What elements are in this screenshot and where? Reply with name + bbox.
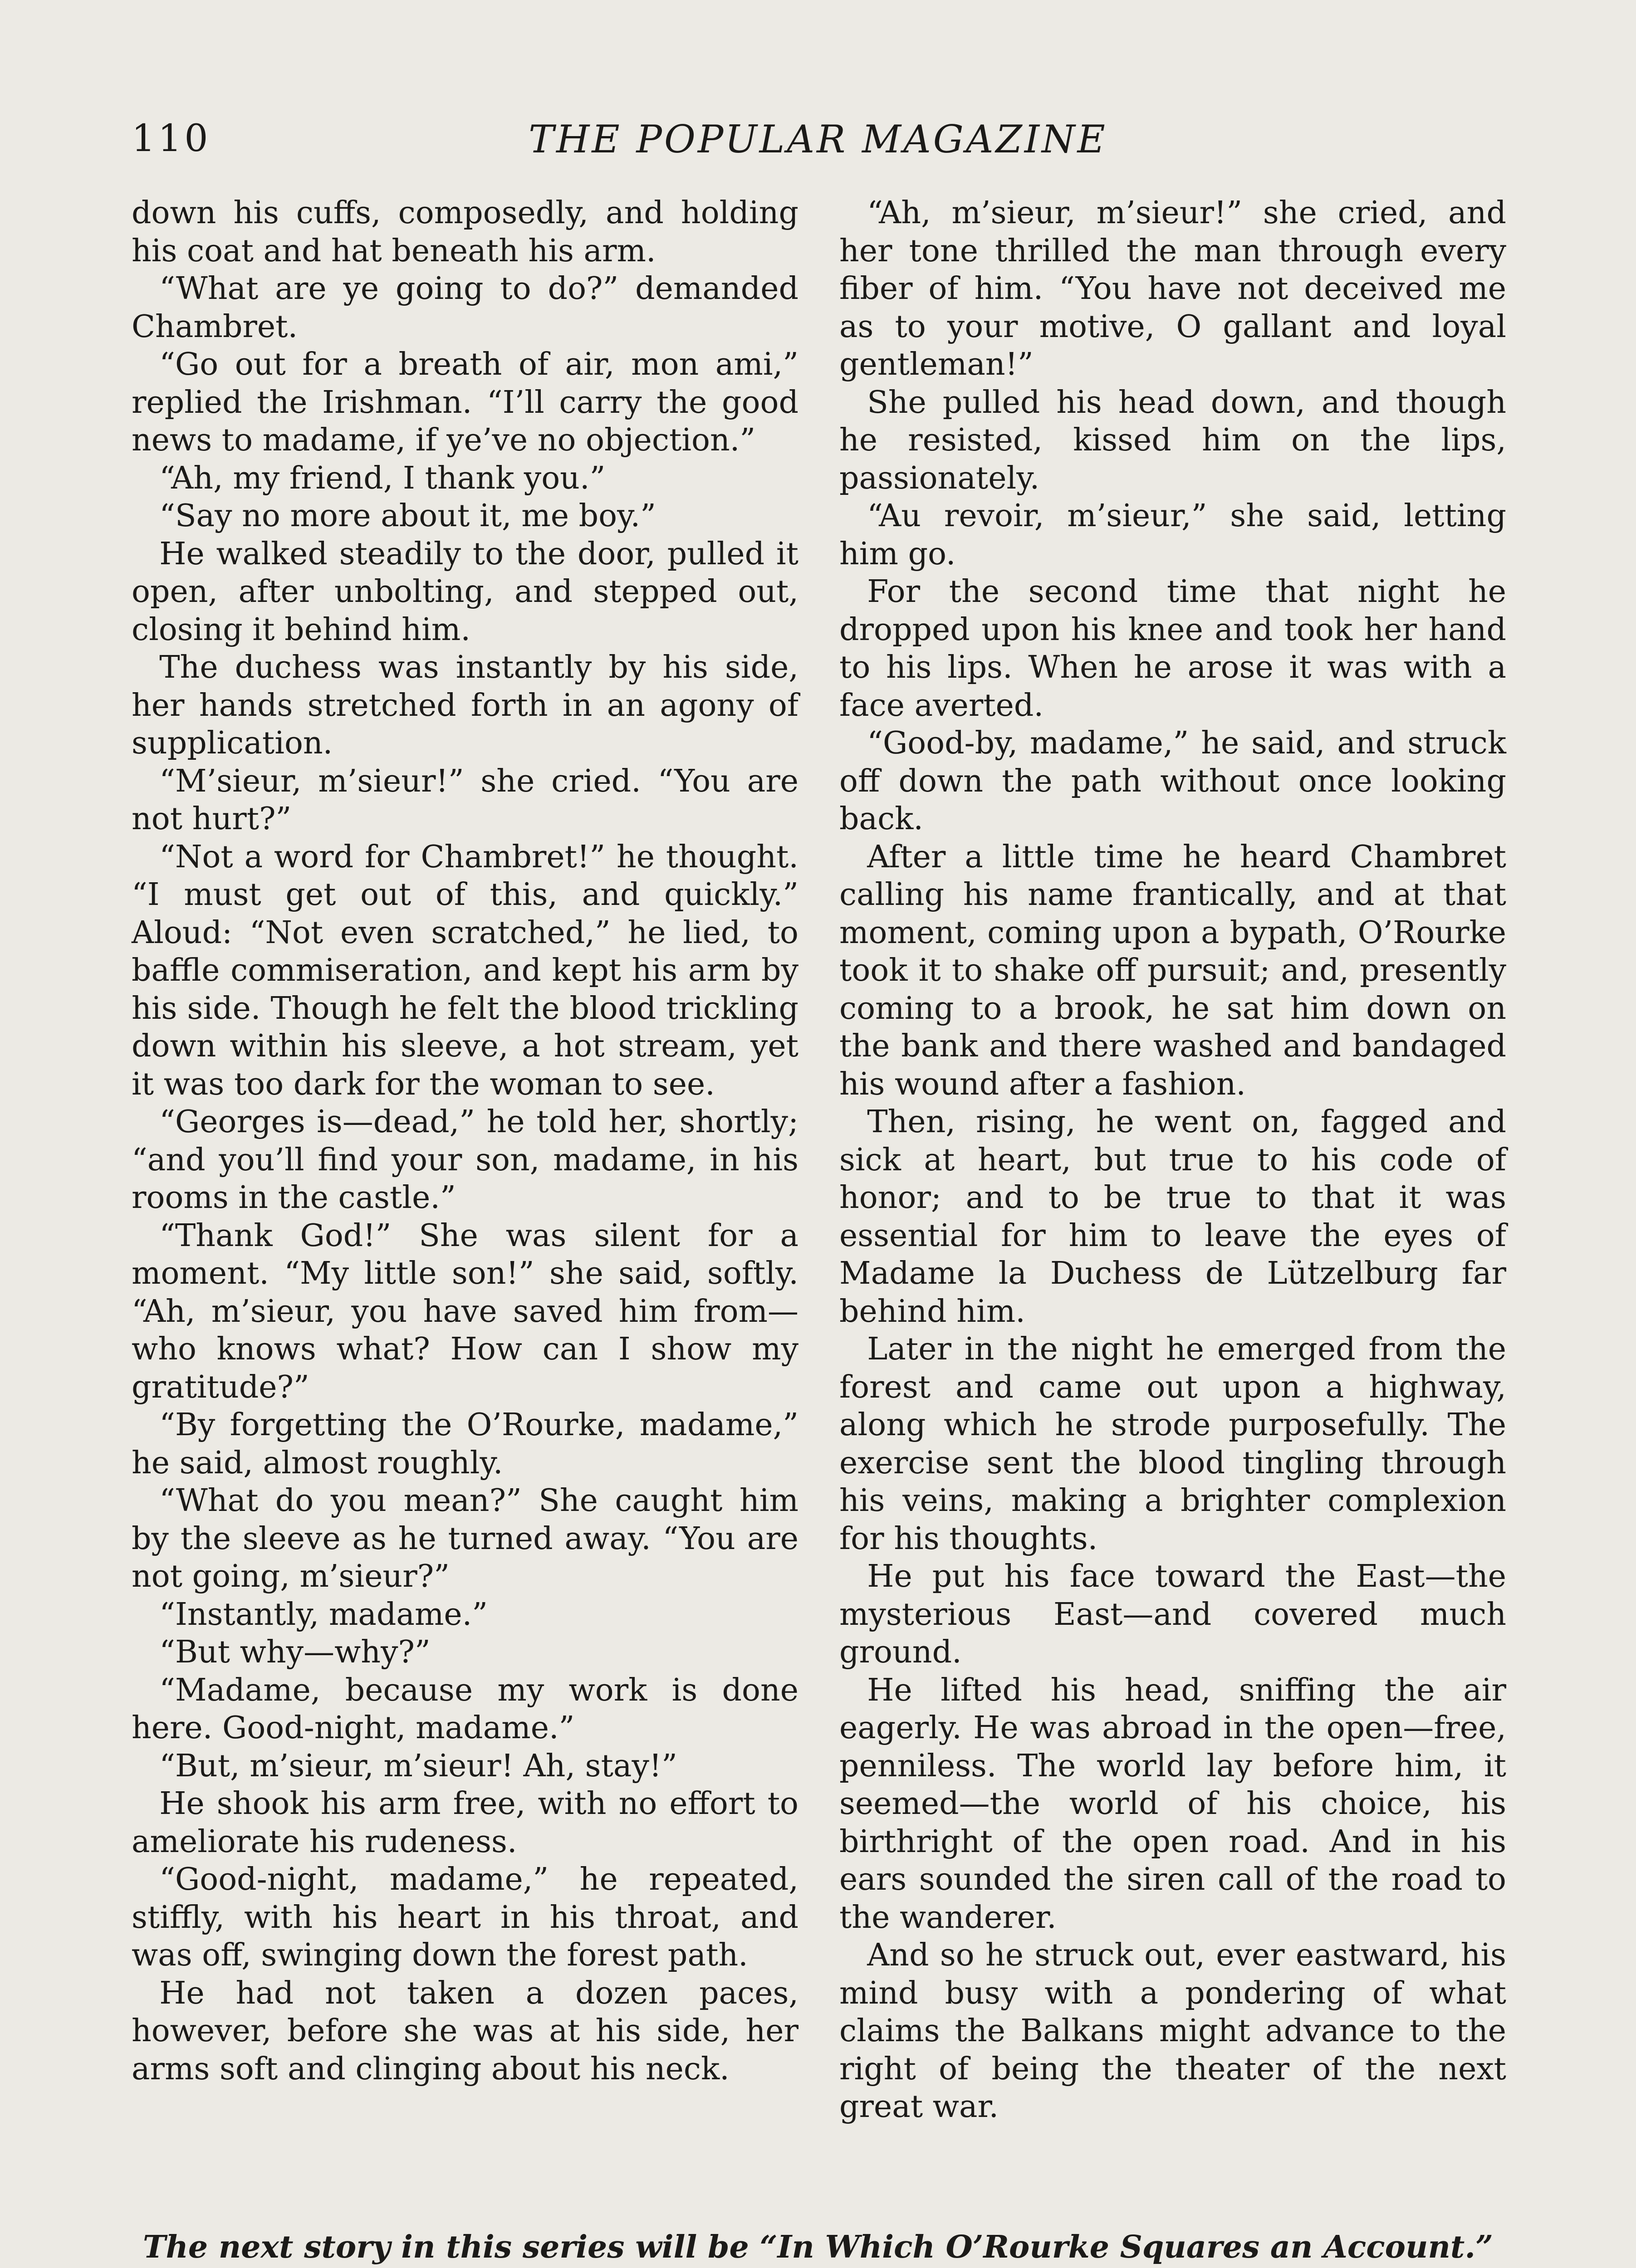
page-header xyxy=(132,117,1504,171)
paragraph: Later in the night he emerged from the forest and came out upon a highway, along which he strode purposefully. The exercise sent the blood tingling through his veins, making a brighter complexion for his thoughts. xyxy=(839,1331,1506,1557)
paragraph: For the second time that night he dropped upon his knee and took her hand to his lips. When he arose it was with a face averted. xyxy=(839,574,1506,723)
paragraph: After a little time he heard Chambret calling his name frantically, and at that moment, coming upon a bypath, O’Rourke took it to shake off pursuit; and, presently coming to a brook, he sat him down on the bank and there washed and bandaged his wound after a fashion. xyxy=(839,839,1506,1102)
paragraph: “Say no more about it, me boy.” xyxy=(159,498,656,534)
left-column xyxy=(132,194,798,2088)
paragraph: “What are ye going to do?” demanded Chambret. xyxy=(132,271,798,345)
paragraph: The duchess was instantly by his side, her hands stretched forth in an agony of supplication. xyxy=(132,650,798,761)
next-story-note: The next story in this series will be “In Which O’Rourke Squares an Account.” xyxy=(142,2229,1494,2265)
paragraph: “Madame, because my work is done here. Good-night, madame.” xyxy=(132,1672,798,1746)
paragraph: “By forgetting the O’Rourke, madame,” he said, almost roughly. xyxy=(132,1407,798,1481)
paragraph: “Thank God!” She was silent for a moment. “My little son!” she said, softly. “Ah, m’sieur, you have saved him from—who knows what? How can I show my gratitude?” xyxy=(132,1217,798,1405)
paragraph: “Georges is—dead,” he told her, shortly; “and you’ll find your son, madame, in his rooms in the castle.” xyxy=(132,1104,798,1216)
paragraph: He shook his arm free, with no effort to ameliorate his rudeness. xyxy=(132,1786,798,1860)
right-column xyxy=(839,194,1506,2126)
paragraph: “But why—why?” xyxy=(159,1634,431,1670)
paragraph: She pulled his head down, and though he resisted, kissed him on the lips, passionately. xyxy=(839,384,1506,496)
running-head: THE POPULAR MAGAZINE xyxy=(529,117,1107,161)
paragraph: “Not a word for Chambret!” he thought. “I must get out of this, and quickly.” Aloud: “Not even scratched,” he lied, to baffle commiseration, and kept his arm by his side. Though he felt the blood trickling down within his sleeve, a hot stream, yet it was too dark for the woman to see. xyxy=(132,839,798,1102)
paragraph: Then, rising, he went on, fagged and sick at heart, but true to his code of honor; and to be true to that it was essential for him to leave the eyes of Madame la Duchess de Lützelburg far behind him. xyxy=(839,1104,1506,1330)
paragraph: He had not taken a dozen paces, however, before she was at his side, her arms soft and clinging about his neck. xyxy=(132,1975,798,2087)
paragraph: He lifted his head, sniffing the air eagerly. He was abroad in the open—free, penniless. The world lay before him, it seemed—the world of his choice, his birthright of the open road. And in his ears sounded the siren call of the road to the wanderer. xyxy=(839,1672,1506,1936)
paragraph: “Au revoir, m’sieur,” she said, letting him go. xyxy=(839,498,1506,572)
paragraph: “Ah, my friend, I thank you.” xyxy=(159,460,606,496)
paragraph: down his cuffs, composedly, and holding his coat and hat beneath his arm. xyxy=(132,195,798,269)
paragraph: “But, m’sieur, m’sieur! Ah, stay!” xyxy=(159,1748,677,1784)
paragraph: “Go out for a breath of air, mon ami,” replied the Irishman. “I’ll carry the good news to madame, if ye’ve no objection.” xyxy=(132,347,798,458)
paragraph: He walked steadily to the door, pulled it open, after unbolting, and stepped out, closing it behind him. xyxy=(132,536,798,648)
paragraph: “Good-night, madame,” he repeated, stiffly, with his heart in his throat, and was off, swinging down the forest path. xyxy=(132,1862,798,1973)
paragraph: “Good-by, madame,” he said, and struck off down the path without once looking back. xyxy=(839,725,1506,837)
paragraph: “M’sieur, m’sieur!” she cried. “You are not hurt?” xyxy=(132,763,798,837)
paragraph: “Ah, m’sieur, m’sieur!” she cried, and her tone thrilled the man through every fiber of him. “You have not deceived me as to your motive, O gallant and loyal gentleman!” xyxy=(839,195,1506,382)
paragraph: He put his face toward the East—the mysterious East—and covered much ground. xyxy=(839,1559,1506,1670)
paragraph: “What do you mean?” She caught him by the sleeve as he turned away. “You are not going, m’sieur?” xyxy=(132,1483,798,1594)
paragraph: “Instantly, madame.” xyxy=(159,1596,488,1633)
paragraph: And so he struck out, ever eastward, his mind busy with a pondering of what claims the Balkans might advance to the right of being the theater of the next great war. xyxy=(839,1937,1506,2125)
page-number: 110 xyxy=(132,117,211,160)
